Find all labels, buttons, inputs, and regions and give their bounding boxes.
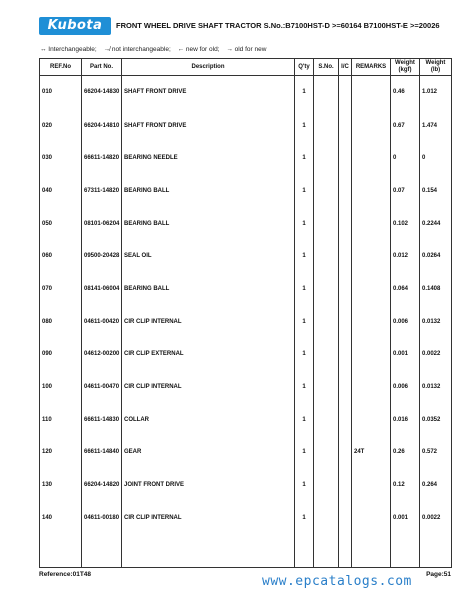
- weight-kgf-cell: 0.064: [391, 274, 420, 307]
- logo-text: Kubota: [47, 18, 103, 33]
- table-row: [40, 76, 452, 111]
- part-no-cell: 67311-14820: [82, 176, 122, 209]
- description-cell: JOINT FRONT DRIVE: [122, 470, 295, 503]
- serial-no-cell: [314, 372, 339, 405]
- ref-no-cell: 070: [40, 274, 82, 307]
- ref-no-cell: 020: [40, 110, 82, 143]
- remarks-cell: [352, 404, 391, 437]
- part-no-cell: 66611-14830: [82, 404, 122, 437]
- col-weight-kgf: Weight (kgf): [391, 59, 420, 76]
- weight-lb-cell: 0.2244: [420, 208, 452, 241]
- col-remarks: REMARKS: [352, 59, 391, 76]
- weight-lb-cell: 0.0022: [420, 502, 452, 535]
- part-no-cell: 09500-20428: [82, 241, 122, 274]
- part-no-cell: 66204-14820: [82, 470, 122, 503]
- weight-lb-cell: 0.264: [420, 470, 452, 503]
- table-row: [40, 208, 452, 241]
- table-row: [40, 404, 452, 437]
- col-qty: Q'ty: [295, 59, 314, 76]
- ref-no-cell: 010: [40, 76, 82, 111]
- ic-cell: [339, 470, 352, 503]
- serial-no-cell: [314, 76, 339, 111]
- serial-no-cell: [314, 339, 339, 372]
- legend-new-for-old: ← new for old;: [177, 46, 220, 53]
- page-title: FRONT WHEEL DRIVE SHAFT TRACTOR S.No.:B7100HST-D >=60164 B7100HST-E >=20026: [116, 21, 440, 30]
- ic-cell: [339, 241, 352, 274]
- weight-lb-cell: 0.0022: [420, 339, 452, 372]
- description-cell: SHAFT FRONT DRIVE: [122, 76, 295, 111]
- weight-kgf-cell: 0.001: [391, 339, 420, 372]
- table-row: [40, 176, 452, 209]
- serial-no-cell: [314, 502, 339, 535]
- col-weight-lb: Weight (lb): [420, 59, 452, 76]
- description-cell: COLLAR: [122, 404, 295, 437]
- description-cell: SHAFT FRONT DRIVE: [122, 110, 295, 143]
- ic-cell: [339, 404, 352, 437]
- table-row: [40, 110, 452, 143]
- ic-cell: [339, 306, 352, 339]
- description-cell: GEAR: [122, 437, 295, 470]
- qty-cell: 1: [295, 176, 314, 209]
- col-ic: I/C: [339, 59, 352, 76]
- weight-kgf-cell: 0.26: [391, 437, 420, 470]
- weight-lb-cell: 0.0264: [420, 241, 452, 274]
- part-no-cell: 04611-00180: [82, 502, 122, 535]
- description-cell: BEARING BALL: [122, 208, 295, 241]
- remarks-cell: [352, 274, 391, 307]
- remarks-cell: 24T: [352, 437, 391, 470]
- weight-kgf-cell: 0.12: [391, 470, 420, 503]
- table-row: [40, 502, 452, 535]
- part-no-cell: 04611-00470: [82, 372, 122, 405]
- weight-kgf-cell: 0.016: [391, 404, 420, 437]
- description-cell: CIR CLIP INTERNAL: [122, 502, 295, 535]
- serial-no-cell: [314, 306, 339, 339]
- weight-lb-cell: 1.474: [420, 110, 452, 143]
- description-cell: CIR CLIP INTERNAL: [122, 372, 295, 405]
- table-row: [40, 339, 452, 372]
- weight-kgf-cell: 0.006: [391, 306, 420, 339]
- ref-no-cell: 080: [40, 306, 82, 339]
- part-no-cell: 04612-00200: [82, 339, 122, 372]
- weight-kgf-cell: 0.001: [391, 502, 420, 535]
- remarks-cell: [352, 470, 391, 503]
- remarks-cell: [352, 306, 391, 339]
- qty-cell: 1: [295, 339, 314, 372]
- serial-no-cell: [314, 470, 339, 503]
- qty-cell: 1: [295, 241, 314, 274]
- ic-cell: [339, 76, 352, 111]
- description-cell: CIR CLIP INTERNAL: [122, 306, 295, 339]
- weight-kgf-cell: 0.46: [391, 76, 420, 111]
- remarks-cell: [352, 502, 391, 535]
- table-row: [40, 143, 452, 176]
- qty-cell: 1: [295, 208, 314, 241]
- qty-cell: 1: [295, 404, 314, 437]
- ic-cell: [339, 274, 352, 307]
- watermark-text: www.epcatalogs.com: [262, 574, 412, 589]
- qty-cell: 1: [295, 76, 314, 111]
- weight-lb-cell: 0.572: [420, 437, 452, 470]
- ic-cell: [339, 143, 352, 176]
- part-no-cell: 66611-14820: [82, 143, 122, 176]
- legend-not-interchangeable: ↛ not interchangeable;: [103, 46, 171, 53]
- col-ref-no: REF.No: [40, 59, 82, 76]
- remarks-cell: [352, 176, 391, 209]
- table-row: [40, 274, 452, 307]
- ref-no-cell: 090: [40, 339, 82, 372]
- col-part-no: Part No.: [82, 59, 122, 76]
- remarks-cell: [352, 110, 391, 143]
- qty-cell: 1: [295, 143, 314, 176]
- ref-no-cell: 050: [40, 208, 82, 241]
- weight-kgf-cell: 0.006: [391, 372, 420, 405]
- remarks-cell: [352, 372, 391, 405]
- serial-no-cell: [314, 241, 339, 274]
- weight-kgf-cell: 0.102: [391, 208, 420, 241]
- weight-kgf-cell: 0.07: [391, 176, 420, 209]
- table-filler: [40, 535, 452, 568]
- weight-kgf-cell: 0.012: [391, 241, 420, 274]
- ic-cell: [339, 437, 352, 470]
- ref-no-cell: 040: [40, 176, 82, 209]
- remarks-cell: [352, 76, 391, 111]
- table-row: [40, 470, 452, 503]
- remarks-cell: [352, 208, 391, 241]
- ic-cell: [339, 110, 352, 143]
- weight-lb-cell: 0.0132: [420, 372, 452, 405]
- table-row: [40, 437, 452, 470]
- table-row: [40, 306, 452, 339]
- part-no-cell: 08101-06204: [82, 208, 122, 241]
- legend-old-for-new: → old for new: [226, 46, 267, 53]
- weight-lb-cell: 1.012: [420, 76, 452, 111]
- ref-no-cell: 120: [40, 437, 82, 470]
- ic-cell: [339, 502, 352, 535]
- ic-cell: [339, 208, 352, 241]
- table-header-row: [40, 59, 452, 76]
- ic-cell: [339, 176, 352, 209]
- qty-cell: 1: [295, 437, 314, 470]
- table-row: [40, 372, 452, 405]
- weight-kgf-cell: 0: [391, 143, 420, 176]
- qty-cell: 1: [295, 274, 314, 307]
- qty-cell: 1: [295, 470, 314, 503]
- ic-cell: [339, 339, 352, 372]
- remarks-cell: [352, 143, 391, 176]
- serial-no-cell: [314, 404, 339, 437]
- interchangeability-legend: [40, 46, 271, 53]
- ref-no-cell: 030: [40, 143, 82, 176]
- qty-cell: 1: [295, 502, 314, 535]
- description-cell: SEAL OIL: [122, 241, 295, 274]
- col-description: Description: [122, 59, 295, 76]
- serial-no-cell: [314, 143, 339, 176]
- ref-no-cell: 130: [40, 470, 82, 503]
- serial-no-cell: [314, 110, 339, 143]
- weight-lb-cell: 0.154: [420, 176, 452, 209]
- weight-lb-cell: 0.0352: [420, 404, 452, 437]
- serial-no-cell: [314, 274, 339, 307]
- description-cell: CIR CLIP EXTERNAL: [122, 339, 295, 372]
- part-no-cell: 08141-06004: [82, 274, 122, 307]
- ref-no-cell: 110: [40, 404, 82, 437]
- description-cell: BEARING NEEDLE: [122, 143, 295, 176]
- reference-label: Reference:01T48: [39, 571, 92, 578]
- part-no-cell: 66204-14830: [82, 76, 122, 111]
- legend-interchangeable: ↔ Interchangeable;: [40, 46, 97, 53]
- ref-no-cell: 140: [40, 502, 82, 535]
- parts-table: [39, 58, 452, 568]
- weight-lb-cell: 0: [420, 143, 452, 176]
- kubota-logo: [39, 17, 111, 35]
- remarks-cell: [352, 339, 391, 372]
- serial-no-cell: [314, 208, 339, 241]
- weight-lb-cell: 0.0132: [420, 306, 452, 339]
- serial-no-cell: [314, 437, 339, 470]
- qty-cell: 1: [295, 306, 314, 339]
- weight-kgf-cell: 0.67: [391, 110, 420, 143]
- remarks-cell: [352, 241, 391, 274]
- part-no-cell: 66204-14810: [82, 110, 122, 143]
- serial-no-cell: [314, 176, 339, 209]
- page-number: Page:51: [426, 571, 451, 578]
- qty-cell: 1: [295, 110, 314, 143]
- part-no-cell: 66611-14840: [82, 437, 122, 470]
- description-cell: BEARING BALL: [122, 274, 295, 307]
- col-serial-no: S.No.: [314, 59, 339, 76]
- part-no-cell: 04611-00420: [82, 306, 122, 339]
- ref-no-cell: 100: [40, 372, 82, 405]
- ref-no-cell: 060: [40, 241, 82, 274]
- table-row: [40, 241, 452, 274]
- qty-cell: 1: [295, 372, 314, 405]
- weight-lb-cell: 0.1408: [420, 274, 452, 307]
- ic-cell: [339, 372, 352, 405]
- description-cell: BEARING BALL: [122, 176, 295, 209]
